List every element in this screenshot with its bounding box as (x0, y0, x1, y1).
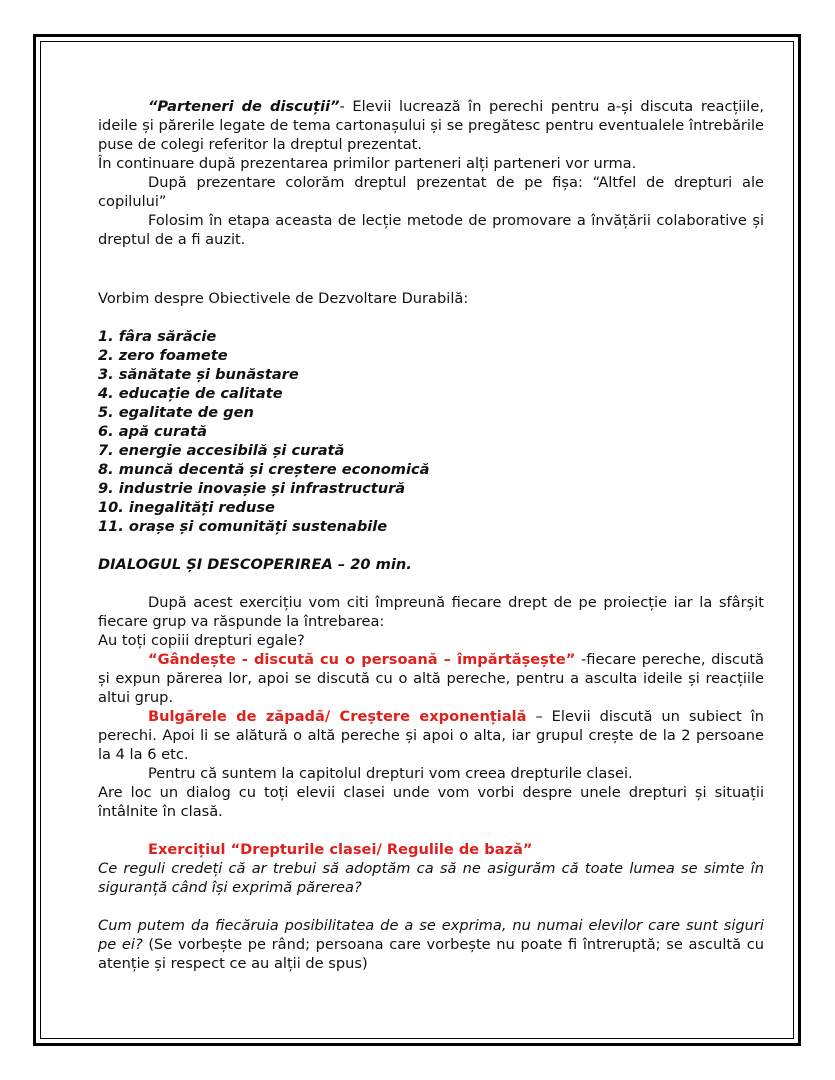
list-item: 8. muncă decentă și creștere economică (98, 461, 430, 478)
list-item: 9. industrie inovașie și infrastructură (98, 480, 406, 497)
list-item: 5. egalitate de gen (98, 404, 254, 421)
list-item: 2. zero foamete (98, 347, 228, 364)
exercise-heading: Exercițiul “Drepturile clasei/ Regulile de bază” (148, 841, 533, 858)
paragraph-proiectie: După acest exercițiu vom citi împreună fiecare drept de pe proiecție iar la sfârșit fiecare grup va răspunde la întrebarea: (98, 594, 764, 630)
list-item: 4. educație de calitate (98, 385, 283, 402)
list-item: 10. inegalități reduse (98, 499, 275, 516)
paragraph-intrebare: Au toți copiii drepturi egale? (98, 632, 305, 649)
paragraph-colorare: După prezentare colorăm dreptul prezentat de pe fișa: “Altfel de drepturi ale copilului” (98, 174, 764, 210)
list-item: 3. sănătate și bunăstare (98, 366, 299, 383)
paragraph-drepturi-clasei: Pentru că suntem la capitolul drepturi vom creea drepturile clasei. (148, 765, 633, 782)
method-gandeste: “Gândește - discută cu o persoană – împărtășește” (148, 651, 576, 668)
list-item: 6. apă curată (98, 423, 207, 440)
paragraph-continuare: În continuare după prezentarea primilor parteneri alți parteneri vor urma. (98, 155, 637, 172)
list-item: 11. orașe și comunități sustenabile (98, 518, 388, 535)
paragraph-dialog: Are loc un dialog cu toți elevii clasei unde vom vorbi despre unele drepturi și situații întâlnite în clasă. (98, 784, 764, 820)
section-heading-dialog: DIALOGUL ȘI DESCOPERIREA – 20 min. (98, 556, 412, 573)
odd-list (98, 327, 764, 536)
method-bulgarele: Bulgărele de zăpadă/ Creștere exponențială (148, 708, 527, 725)
document-body (98, 97, 764, 973)
list-item: 1. fâra sărăcie (98, 328, 217, 345)
term-parteneri: “Parteneri de discuții” (148, 98, 340, 115)
paragraph-metode: Folosim în etapa aceasta de lecție metode de promovare a învățării colaborative și dreptul de a fi auzit. (98, 212, 764, 248)
paragraph-parteneri: “Parteneri de discuții”- Elevii lucrează în perechi pentru a-și discuta reacțiile, ideile și părerile legate de tema cartonașului și se pregătesc pentru eventualele întrebările puse de colegi referitor la dreptul prezentat. (98, 98, 764, 153)
list-item: 7. energie accesibilă și curată (98, 442, 345, 459)
question-exprimare: Cum putem da fiecăruia posibilitatea de a se exprima, nu numai elevilor care sunt siguri pe ei? (Se vorbește pe rând; persoana care vorbește nu poate fi întreruptă; se ascultă cu atenție și respect ce au alții de spus) (98, 917, 764, 972)
paragraph-bulgarele: Bulgărele de zăpadă/ Creștere exponențială – Elevii discută un subiect în perechi. Apoi li se alătură o altă pereche și apoi o alta, iar grupul crește de la 2 persoane la 4 la 6 etc. (98, 708, 764, 763)
odd-intro: Vorbim despre Obiectivele de Dezvoltare Durabilă: (98, 290, 469, 307)
paragraph-gandeste: “Gândește - discută cu o persoană – împărtășește” -fiecare pereche, discută și expun părerea lor, apoi se discută cu o altă pereche, pentru a asculta ideile și reacțiile altui grup. (98, 651, 764, 706)
question-reguli: Ce reguli credeți că ar trebui să adoptăm ca să ne asigurăm că toate lumea se simte în siguranță când își exprimă părerea? (98, 860, 764, 896)
